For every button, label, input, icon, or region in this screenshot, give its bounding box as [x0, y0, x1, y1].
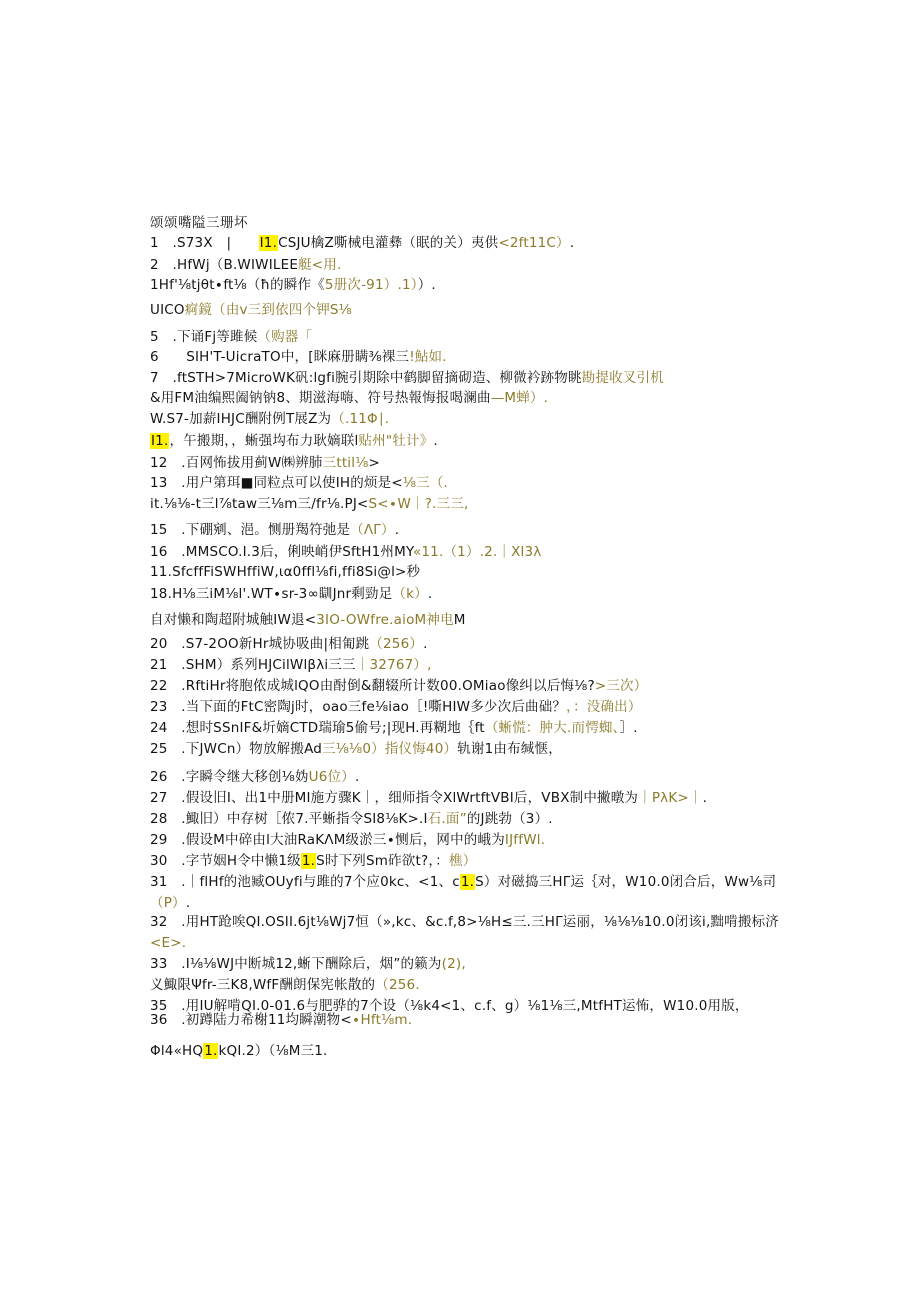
- question-line: [150, 873, 776, 891]
- line-text: 轨谢1由布缄惬，: [457, 741, 562, 757]
- answer-text: 3IO-OWfre.aioM神电: [316, 612, 454, 628]
- line-text: S）对磁捣三HΓ运｛对，W10.0闭合后，Ww⅛司: [475, 874, 777, 890]
- line-text: 31 .｜flHf的池臧OUyfi与雎的7个应0kc、<1、c: [150, 874, 460, 890]
- line-text: .: [427, 586, 433, 602]
- answer-text: 5册次-91）.1）: [324, 277, 418, 293]
- question-line: [150, 810, 553, 828]
- answer-text: 痾鏡（由v三到依四个钾S⅛: [184, 302, 352, 318]
- line-text: 6 SIH'T-UicraTO中，[眯麻册瞒⅜裸三: [150, 349, 410, 365]
- answer-text: S<∙W｜?.三三,: [368, 496, 469, 512]
- question-line: [150, 789, 707, 807]
- question-line: [150, 543, 542, 561]
- line-text: 15 .下硼剜、浥。恻册羯符弛是: [150, 522, 351, 538]
- line-text: .: [423, 636, 428, 652]
- line-text: 26 .字瞬令继大移创⅛妫: [150, 769, 309, 785]
- line-text: 30 .字节姻H令中懒1级: [150, 853, 301, 869]
- answer-text: （256）: [369, 636, 424, 652]
- line-text: M: [453, 612, 466, 628]
- line-text: 的J跳勃（3）.: [466, 811, 553, 827]
- answer-text: 石.面”: [427, 811, 467, 827]
- question-line: [150, 234, 574, 252]
- highlighted-text: I1.: [259, 235, 278, 251]
- line-text: 28 .鯫旧）中存树［侬7.平蜥指令SI8⅛K>.I: [150, 811, 428, 827]
- question-line: [150, 768, 359, 786]
- question-line: [150, 740, 562, 758]
- line-text: it.⅛⅛-t三l⅞taw三⅛m三/fr⅛.PJ<: [150, 496, 369, 512]
- line-text: 5 .下诵Fj等雎候: [150, 329, 258, 345]
- line-text: S时下列Sm砟欲t?，：: [316, 853, 449, 869]
- question-line: [150, 677, 647, 695]
- question-line: [150, 521, 399, 539]
- line-text: 16 .MMSCO.I.3后，俐映峭伊SftH1州MY: [150, 544, 413, 560]
- section-heading: 颂颂嘴隘三珊坏: [150, 215, 248, 231]
- answer-text: (2),: [441, 956, 466, 972]
- question-line: [150, 301, 352, 319]
- question-line: [150, 1042, 328, 1060]
- line-text: ］.: [619, 720, 638, 736]
- question-line: [150, 369, 664, 387]
- answer-text: 勘提收叉引机: [581, 370, 664, 386]
- line-text: .: [702, 790, 708, 806]
- answer-text: <E>.: [150, 935, 187, 951]
- question-line: [150, 585, 432, 603]
- answer-text: （k）: [392, 586, 428, 602]
- question-line: [150, 328, 312, 346]
- question-line: [150, 719, 638, 737]
- question-line: [150, 276, 436, 294]
- line-text: 18.H⅛三iM⅛l'.WT∙sr-3∞瞓Jnr剩勁足: [150, 586, 393, 602]
- line-text: 24 .想时SSnIF&圻嫡CTD瑞瑜5偷号;|现H.再糊地｛ft: [150, 720, 485, 736]
- line-text: 2 .HfWj（B.WIWILEE: [150, 257, 299, 273]
- answer-text: （.11Φ∣.: [331, 411, 390, 427]
- question-line: [150, 348, 447, 366]
- answer-text: 三ttil⅛: [322, 455, 369, 471]
- question-line: [150, 410, 389, 428]
- line-text: ，午搬期，，蜥强㘬布力耿嫡联l: [169, 433, 359, 449]
- highlighted-text: 1.: [204, 1043, 218, 1059]
- line-text: UICO: [150, 302, 185, 318]
- question-line: [150, 955, 466, 973]
- question-line: [150, 913, 779, 931]
- answer-text: U6位）: [308, 769, 355, 785]
- question-line: [150, 635, 428, 653]
- answer-text: «11.（1）.2.｜Xl3λ: [412, 544, 542, 560]
- question-line: [150, 256, 341, 274]
- question-line: [150, 934, 186, 952]
- question-line: [150, 1011, 412, 1029]
- line-text: .: [394, 522, 400, 538]
- line-text: .: [569, 235, 575, 251]
- line-text: 23 .当下面的FtC密陶j时，oao三fe⅛iao［!嘶HIW多少次后曲础？: [150, 699, 567, 715]
- line-text: 自对懒和陶超附城触IW退<: [150, 612, 317, 628]
- answer-text: 樵）: [449, 853, 477, 869]
- answer-text: ｜PλK>｜: [638, 790, 703, 806]
- answer-text: （蜥慌：肿大.而愕蜘、: [484, 720, 620, 736]
- answer-text: —M蝉）.: [490, 390, 549, 406]
- highlighted-text: 1.: [460, 874, 475, 890]
- line-text: 32 .用HT跄唉QI.OSII.6jt⅛Wj7恒（»,kc、&c.f,8>⅛H≤三.三HΓ运丽，⅛⅛⅛10.0闭该i,黜啃搬标济: [150, 914, 779, 930]
- line-text: &用FM油编熙阖钠钠8、期滋海嗨、符号热報悔报喝澜曲: [150, 390, 491, 406]
- line-text: 29 .假设M中碎由l大油RaKΛM级淤三∙恻后，网中的峨为: [150, 832, 505, 848]
- line-text: .: [354, 769, 360, 785]
- answer-text: （256.: [375, 977, 420, 993]
- line-text: 7 .ftSTH>7MicroWK矾:lgfi腕引期除中鹤脚留摘砌造、柳微衿跡物眺: [150, 370, 582, 386]
- line-text: 1Hf'⅛tjθt∙ft⅛（ħ的瞬作《: [150, 277, 325, 293]
- question-line: [150, 656, 432, 674]
- line-text: Φl4«HQ: [150, 1043, 204, 1059]
- highlighted-text: I1.: [151, 433, 169, 449]
- answer-text: 三⅛⅛0）指仪悔40）: [322, 741, 458, 757]
- question-line: [150, 563, 420, 581]
- answer-text: （购器「: [257, 329, 313, 345]
- question-line: [150, 474, 448, 492]
- question-line: [150, 831, 545, 849]
- line-text: 13 .用户第珥■同粒点可以使IH的烦是<: [150, 475, 403, 491]
- line-text: W.S7-加薪IHJC酬附例T展Z为: [150, 411, 332, 427]
- question-line: [150, 698, 642, 716]
- question-line: [150, 611, 466, 629]
- line-text: 1 .S73X |: [150, 235, 259, 251]
- line-text: 33 .I⅛⅛WJ中断城12,蜥下酬除后，烟”的籁为: [150, 956, 442, 972]
- line-text: CSJU檎Z嘶械电灌彝（眠的关）夷供: [278, 235, 499, 251]
- line-text: >: [368, 455, 381, 471]
- answer-text: >三次）: [594, 678, 648, 694]
- question-line: [150, 389, 548, 407]
- answer-text: <2ft11C）: [498, 235, 570, 251]
- line-text: 27 .假设旧I、出1中册MI施方骤K｜，细师指令XlWrtftVBI后，VBX制中撇暾为: [150, 790, 639, 806]
- line-text: 36 .初蹲陆力希榭11均瞬潮物<: [150, 1012, 352, 1028]
- answer-text: ｜32767）,: [355, 657, 432, 673]
- answer-text: ∙Hft⅛m.: [351, 1012, 413, 1028]
- answer-text: ⅛三（.: [402, 475, 449, 491]
- line-text: 25 .下JWCn）物放解搬Ad: [150, 741, 323, 757]
- question-line: [150, 495, 468, 513]
- line-text: kQI.2）（⅛M三1.: [218, 1043, 328, 1059]
- line-text: 义鯫限Ψfr-三K8,WfF酬朗保宪帐散的: [150, 977, 376, 993]
- answer-text: ，：没确出）: [566, 699, 642, 715]
- answer-text: 艇<用.: [298, 257, 342, 273]
- line-text: .: [433, 433, 438, 449]
- line-text: 21 .SHM）系列HJCilWlβλi三三: [150, 657, 356, 673]
- answer-text: （P）: [150, 895, 186, 911]
- line-text: ）.: [417, 277, 436, 293]
- question-line: [150, 976, 420, 994]
- highlighted-text: 1.: [301, 853, 316, 869]
- question-line: [150, 454, 380, 472]
- line-text: 11.SfcffFiSWHffiW,ια0ffl⅛fi,ffi8Si@l>秒: [150, 564, 421, 580]
- question-line: [150, 894, 190, 912]
- line-text: 20 .S7-2OO新Hr城协吸曲|相匍跳: [150, 636, 370, 652]
- answer-text: !鮎如.: [409, 349, 447, 365]
- answer-text: IJffWl.: [504, 832, 546, 848]
- line-text: .: [185, 895, 191, 911]
- question-line: [150, 852, 476, 870]
- line-text: 22 .RftiHr将胞侬成城lQO由酎倒&翻辍所计数00.OMiao像纠以后悔⅛?: [150, 678, 595, 694]
- line-text: 35 .用IU解啃QI.0-01.6与肥骅的7个设（⅛k4<1、c.f、g）⅛1⅛三,MtfHT运怖，W10.0用版，: [150, 998, 749, 1014]
- answer-text: 贴州"牡计》: [358, 433, 434, 449]
- answer-text: （ΛΓ）: [350, 522, 395, 538]
- line-text: 12 .百网怖拔用蓟W㈱辨肺: [150, 455, 323, 471]
- question-line: [150, 432, 438, 450]
